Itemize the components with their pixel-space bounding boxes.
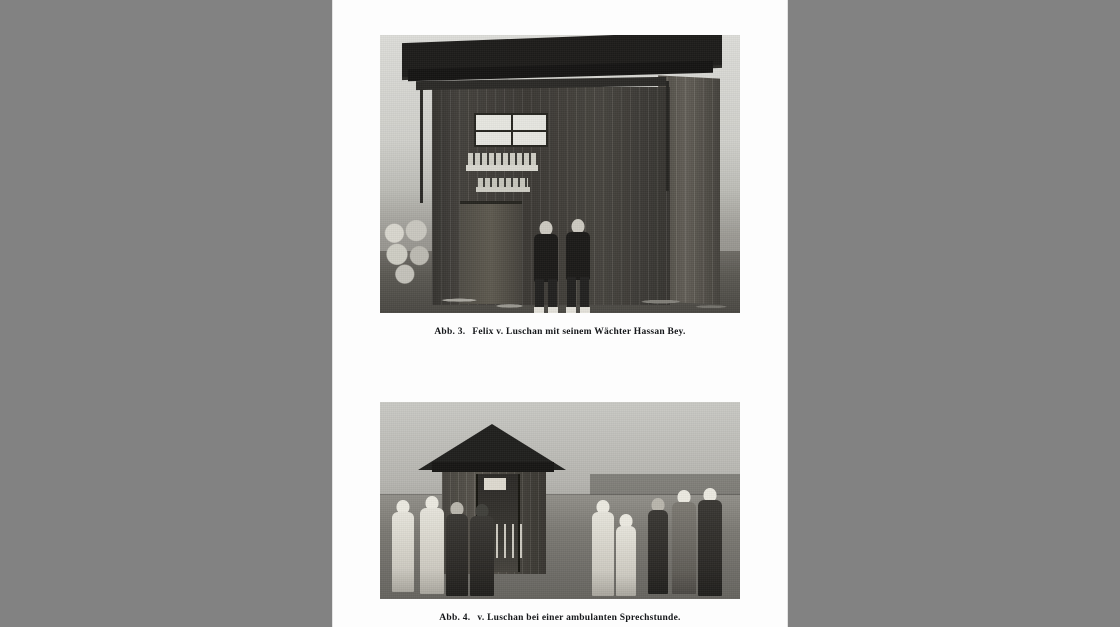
shelf-lower (476, 187, 530, 192)
person-shoes (534, 307, 558, 313)
awning-pole-right (666, 81, 669, 191)
person-luschan-examining (592, 500, 614, 596)
person-standing-6 (672, 490, 696, 594)
person-standing-2 (420, 496, 444, 594)
person-patient (616, 514, 636, 596)
person-legs (535, 279, 557, 309)
figure-abb-3-photo (380, 35, 740, 313)
figure-abb-3-caption (332, 327, 788, 337)
document-page (332, 0, 788, 627)
person-robe (592, 512, 614, 596)
ground-rubble (380, 275, 740, 311)
door-sign (484, 478, 506, 490)
hut-window (474, 113, 548, 147)
person-robe (698, 500, 722, 596)
person-robe (446, 514, 468, 596)
person-robe (648, 510, 668, 594)
figure-abb-4-number: Abb. 4. (439, 613, 471, 623)
person-torso (534, 234, 558, 282)
person-luschan (532, 221, 560, 313)
figure-abb-3-number: Abb. 3. (434, 327, 466, 337)
person-hassan-bey (564, 219, 592, 313)
figure-abb-4-caption (332, 613, 788, 623)
person-standing-3 (446, 502, 468, 596)
person-robe (672, 502, 696, 594)
person-standing-7 (698, 488, 722, 596)
figure-abb-3-caption-text: Felix v. Luschan mit seinem Wächter Hassan Bey. (472, 327, 686, 337)
person-shoes (566, 307, 590, 313)
person-robe (420, 508, 444, 594)
figure-abb-4-photo (380, 402, 740, 599)
awning-pole-left (420, 83, 423, 203)
figure-abb-4 (332, 402, 788, 623)
hut-roof-edge (432, 462, 554, 472)
person-standing-5 (648, 498, 668, 594)
figure-abb-3 (332, 35, 788, 337)
shelf-upper (466, 165, 538, 171)
person-standing-4 (470, 504, 494, 596)
person-standing-1 (392, 500, 414, 592)
person-torso (566, 232, 590, 280)
figure-abb-4-caption-text: v. Luschan bei einer ambulanten Sprechstunde. (477, 613, 681, 623)
person-legs (567, 277, 589, 307)
person-robe (392, 512, 414, 592)
person-robe (470, 516, 494, 596)
person-robe (616, 526, 636, 596)
